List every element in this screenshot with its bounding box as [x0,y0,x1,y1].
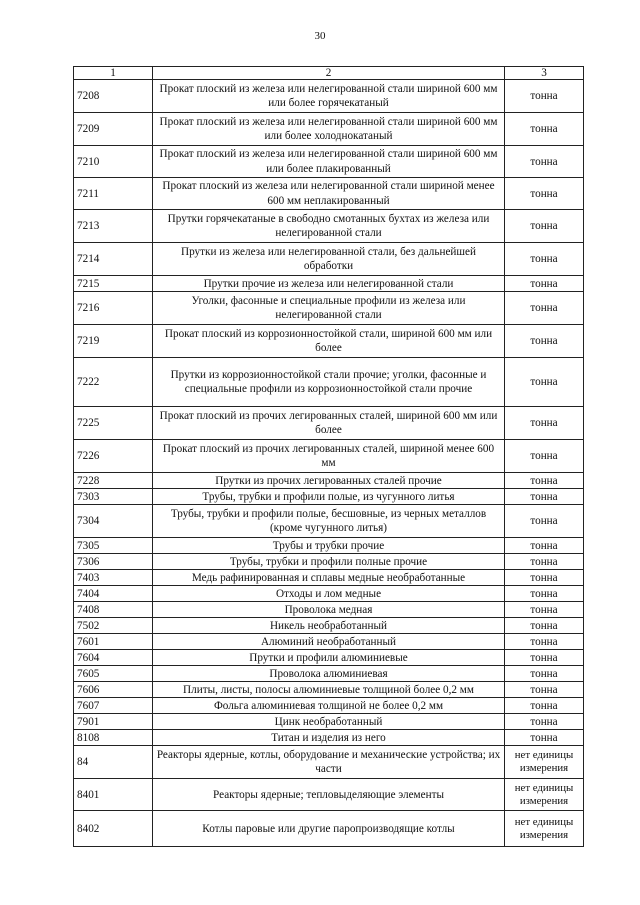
name-cell: Прокат плоский из железа или нелегированной стали шириной 600 мм или более холоднокатаный [153,113,505,146]
table-row [74,634,584,650]
unit-cell: тонна [505,276,584,292]
code-cell: 7305 [74,538,153,554]
table-row [74,538,584,554]
code-cell: 7607 [74,698,153,714]
unit-cell: тонна [505,698,584,714]
unit-cell: тонна [505,473,584,489]
table-row [74,666,584,682]
unit-cell: нет единицы измерения [505,779,584,811]
column-header-3: 3 [505,67,584,80]
name-cell: Плиты, листы, полосы алюминиевые толщиной более 0,2 мм [153,682,505,698]
table-row [74,80,584,113]
unit-cell: тонна [505,489,584,505]
unit-cell: тонна [505,358,584,407]
page-number: 30 [314,30,326,42]
name-cell: Прутки прочие из железа или нелегированной стали [153,276,505,292]
name-cell: Фольга алюминиевая толщиной не более 0,2 мм [153,698,505,714]
table-row [74,586,584,602]
code-cell: 7213 [74,210,153,243]
name-cell: Прокат плоский из железа или нелегированной стали шириной 600 мм или более плакированный [153,146,505,178]
code-cell: 7601 [74,634,153,650]
name-cell: Прокат плоский из железа или нелегированной стали шириной 600 мм или более горячекатаный [153,80,505,113]
table-row [74,811,584,847]
column-header-2: 2 [153,67,505,80]
code-cell: 7208 [74,80,153,113]
code-cell: 7303 [74,489,153,505]
name-cell: Цинк необработанный [153,714,505,730]
name-cell: Реакторы ядерные; тепловыделяющие элементы [153,779,505,811]
name-cell: Прутки из коррозионностойкой стали прочие; уголки, фасонные и специальные профили из коррозионностойкой стали прочие [153,358,505,407]
unit-cell: тонна [505,586,584,602]
unit-cell: тонна [505,292,584,325]
code-cell: 7222 [74,358,153,407]
unit-cell: нет единицы измерения [505,746,584,779]
unit-cell: тонна [505,210,584,243]
code-cell: 7219 [74,325,153,358]
table-row [74,358,584,407]
code-cell: 7214 [74,243,153,276]
unit-cell: тонна [505,602,584,618]
table-row [74,113,584,146]
code-cell: 7901 [74,714,153,730]
unit-cell: тонна [505,146,584,178]
table-row [74,570,584,586]
name-cell: Медь рафинированная и сплавы медные необработанные [153,570,505,586]
name-cell: Прокат плоский из прочих легированных сталей, шириной 600 мм или более [153,407,505,440]
unit-cell: тонна [505,325,584,358]
unit-cell: тонна [505,682,584,698]
table-row [74,682,584,698]
unit-cell: тонна [505,666,584,682]
code-cell: 8108 [74,730,153,746]
code-cell: 7215 [74,276,153,292]
table-row [74,698,584,714]
name-cell: Прутки и профили алюминиевые [153,650,505,666]
code-cell: 7211 [74,178,153,210]
unit-cell: тонна [505,618,584,634]
code-cell: 7210 [74,146,153,178]
name-cell: Прокат плоский из железа или нелегированной стали шириной менее 600 мм неплакированный [153,178,505,210]
table-row [74,489,584,505]
code-cell: 7502 [74,618,153,634]
unit-cell: тонна [505,650,584,666]
code-cell: 7228 [74,473,153,489]
table-row [74,505,584,538]
table-row [74,554,584,570]
name-cell: Трубы, трубки и профили полые, из чугунного литья [153,489,505,505]
code-cell: 7408 [74,602,153,618]
table-header-row [74,67,584,80]
name-cell: Никель необработанный [153,618,505,634]
table-row [74,407,584,440]
unit-cell: тонна [505,570,584,586]
code-cell: 7605 [74,666,153,682]
unit-cell: тонна [505,243,584,276]
table-row [74,210,584,243]
unit-cell: тонна [505,554,584,570]
code-cell: 7404 [74,586,153,602]
name-cell: Прутки из прочих легированных сталей прочие [153,473,505,489]
table-row [74,325,584,358]
unit-cell: тонна [505,407,584,440]
name-cell: Проволока медная [153,602,505,618]
name-cell: Трубы и трубки прочие [153,538,505,554]
name-cell: Уголки, фасонные и специальные профили из железа или нелегированной стали [153,292,505,325]
unit-cell: тонна [505,538,584,554]
unit-cell: тонна [505,730,584,746]
name-cell: Прутки горячекатаные в свободно смотанных бухтах из железа или нелегированной стали [153,210,505,243]
code-cell: 7225 [74,407,153,440]
classifier-table [73,66,584,847]
code-cell: 7604 [74,650,153,666]
code-cell: 7216 [74,292,153,325]
unit-cell: нет единицы измерения [505,811,584,847]
name-cell: Отходы и лом медные [153,586,505,602]
table-row [74,440,584,473]
unit-cell: тонна [505,634,584,650]
table-row [74,243,584,276]
unit-cell: тонна [505,113,584,146]
table-row [74,650,584,666]
code-cell: 7304 [74,505,153,538]
code-cell: 7209 [74,113,153,146]
name-cell: Титан и изделия из него [153,730,505,746]
table-row [74,730,584,746]
unit-cell: тонна [505,505,584,538]
column-header-1: 1 [74,67,153,80]
table-row [74,146,584,178]
table-row [74,276,584,292]
table-row [74,602,584,618]
table-row [74,714,584,730]
table-row [74,618,584,634]
table-row [74,178,584,210]
code-cell: 8401 [74,779,153,811]
name-cell: Котлы паровые или другие паропроизводящие котлы [153,811,505,847]
code-cell: 8402 [74,811,153,847]
code-cell: 84 [74,746,153,779]
name-cell: Прокат плоский из прочих легированных сталей, шириной менее 600 мм [153,440,505,473]
table-row [74,292,584,325]
table-row [74,473,584,489]
name-cell: Проволока алюминиевая [153,666,505,682]
code-cell: 7226 [74,440,153,473]
code-cell: 7606 [74,682,153,698]
name-cell: Алюминий необработанный [153,634,505,650]
name-cell: Прутки из железа или нелегированной стали, без дальнейшей обработки [153,243,505,276]
name-cell: Прокат плоский из коррозионностойкой стали, шириной 600 мм или более [153,325,505,358]
unit-cell: тонна [505,714,584,730]
table-row [74,746,584,779]
name-cell: Реакторы ядерные, котлы, оборудование и механические устройства; их части [153,746,505,779]
unit-cell: тонна [505,80,584,113]
name-cell: Трубы, трубки и профили полые, бесшовные, из черных металлов (кроме чугунного литья) [153,505,505,538]
unit-cell: тонна [505,440,584,473]
unit-cell: тонна [505,178,584,210]
code-cell: 7306 [74,554,153,570]
table-row [74,779,584,811]
code-cell: 7403 [74,570,153,586]
name-cell: Трубы, трубки и профили полные прочие [153,554,505,570]
